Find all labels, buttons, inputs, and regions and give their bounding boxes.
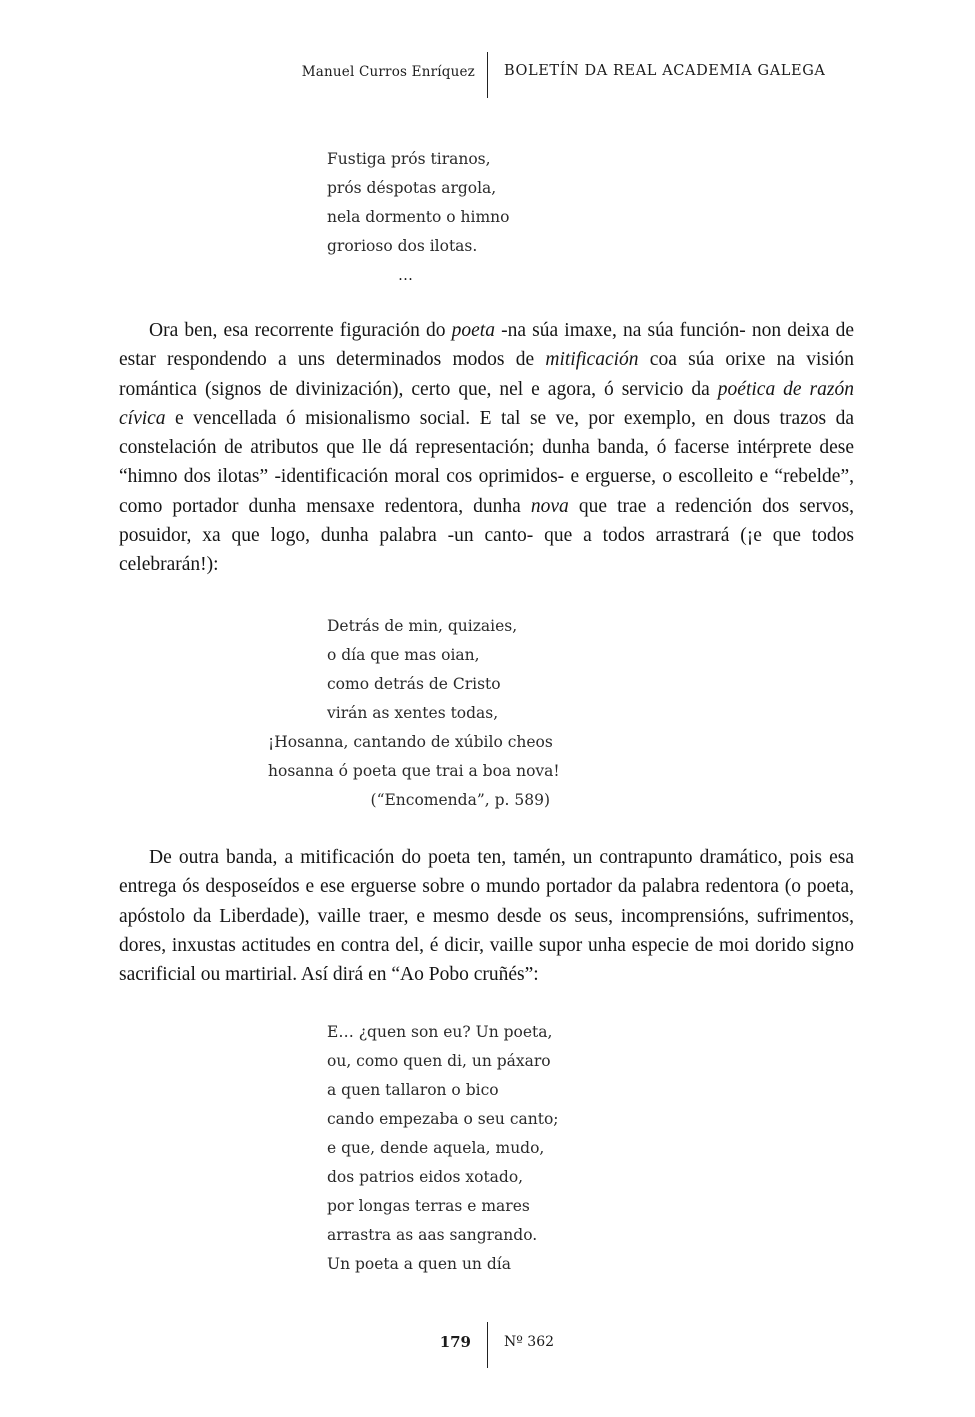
verse-line: grorioso dos ilotas. — [327, 237, 478, 255]
verse-block-3 — [327, 1018, 559, 1279]
verse-line: hosanna ó poeta que trai a boa nova! — [268, 762, 560, 780]
verse-ellipsis: … — [398, 266, 414, 284]
paragraph-text: que trae a redención dos servos, posuidor, xa que logo, dunha palabra -un canto- que a todos arrastrará (¡e que todos celebrarán!): — [119, 495, 854, 576]
verse-line: por longas terras e mares — [327, 1197, 530, 1215]
verse-line: a quen tallaron o bico — [327, 1081, 499, 1099]
verse-line: dos patrios eidos xotado, — [327, 1168, 524, 1186]
italic-term: poeta — [451, 320, 495, 341]
running-header-author: Manuel Curros Enríquez — [301, 64, 475, 80]
italic-term: nova — [530, 495, 569, 517]
header-divider — [487, 52, 488, 98]
verse-line: prós déspotas argola, — [327, 179, 497, 197]
issue-number: Nº 362 — [504, 1334, 555, 1350]
verse-line: Fustiga prós tiranos, — [327, 150, 491, 168]
body-paragraph-2: De outra banda, a mitificación do poeta ten, tamén, un contrapunto dramático, pois esa entrega ós desposeídos e ese erguerse sobre o mundo portador da palabra redentora (o poeta, apóstolo da Liberdade), vaille traer, e mesmo desde os seus, incomprensións, sufrimentos, dores, inxustas actitudes en contra del, é dicir, vaille supor unha especie de moi dorido signo sacrificial ou martirial. Así dirá en “Ao Pobo cruñés”: — [119, 847, 854, 986]
verse-line: E… ¿quen son eu? Un poeta, — [327, 1023, 553, 1041]
running-header-journal: BOLETÍN DA REAL ACADEMIA GALEGA — [504, 63, 826, 79]
verse-line: Detrás de min, quizaies, — [327, 617, 518, 635]
paragraph-text: Ora ben, esa recorrente figuración do — [149, 320, 452, 341]
verse-line: ¡Hosanna, cantando de xúbilo cheos — [268, 733, 553, 751]
verse-block-2 — [268, 612, 560, 815]
paragraph-text: -na súa imaxe, na súa función- non deixa de estar respondendo a uns determinados modos de — [119, 320, 854, 371]
footer-divider — [487, 1322, 488, 1368]
italic-term: mitificación — [545, 349, 639, 371]
verse-line: o día que mas oian, — [327, 646, 480, 664]
verse-line: e que, dende aquela, mudo, — [327, 1139, 545, 1157]
paragraph-text: coa súa orixe na visión romántica (signos de divinización), certo que, nel e agora, ó servicio da — [119, 349, 854, 400]
verse-line: cando empezaba o seu canto; — [327, 1110, 559, 1128]
verse-line: virán as xentes todas, — [327, 704, 499, 722]
verse-line: ou, como quen di, un páxaro — [327, 1052, 551, 1070]
verse-block-1 — [327, 145, 510, 261]
page-number: 179 — [439, 1333, 471, 1351]
body-paragraph-1 — [119, 316, 854, 580]
verse-line: nela dormento o himno — [327, 208, 510, 226]
verse-line: como detrás de Cristo — [327, 675, 501, 693]
verse-line: Un poeta a quen un día — [327, 1255, 511, 1273]
verse-citation: (“Encomenda”, p. 589) — [370, 791, 550, 809]
paragraph-text: e vencellada ó misionalismo social. E tal se ve, por exemplo, en dous trazos da constelación de atributos que lle dá representación; dunha banda, ó facerse intérprete dese “himno dos ilotas” -identificación moral cos oprimidos- e erguerse, o escolleito e “rebelde”, como portador dunha mensaxe redentora, dunha — [119, 407, 854, 517]
italic-term: poética de razón cívica — [119, 378, 854, 429]
verse-line: arrastra as aas sangrando. — [327, 1226, 538, 1244]
